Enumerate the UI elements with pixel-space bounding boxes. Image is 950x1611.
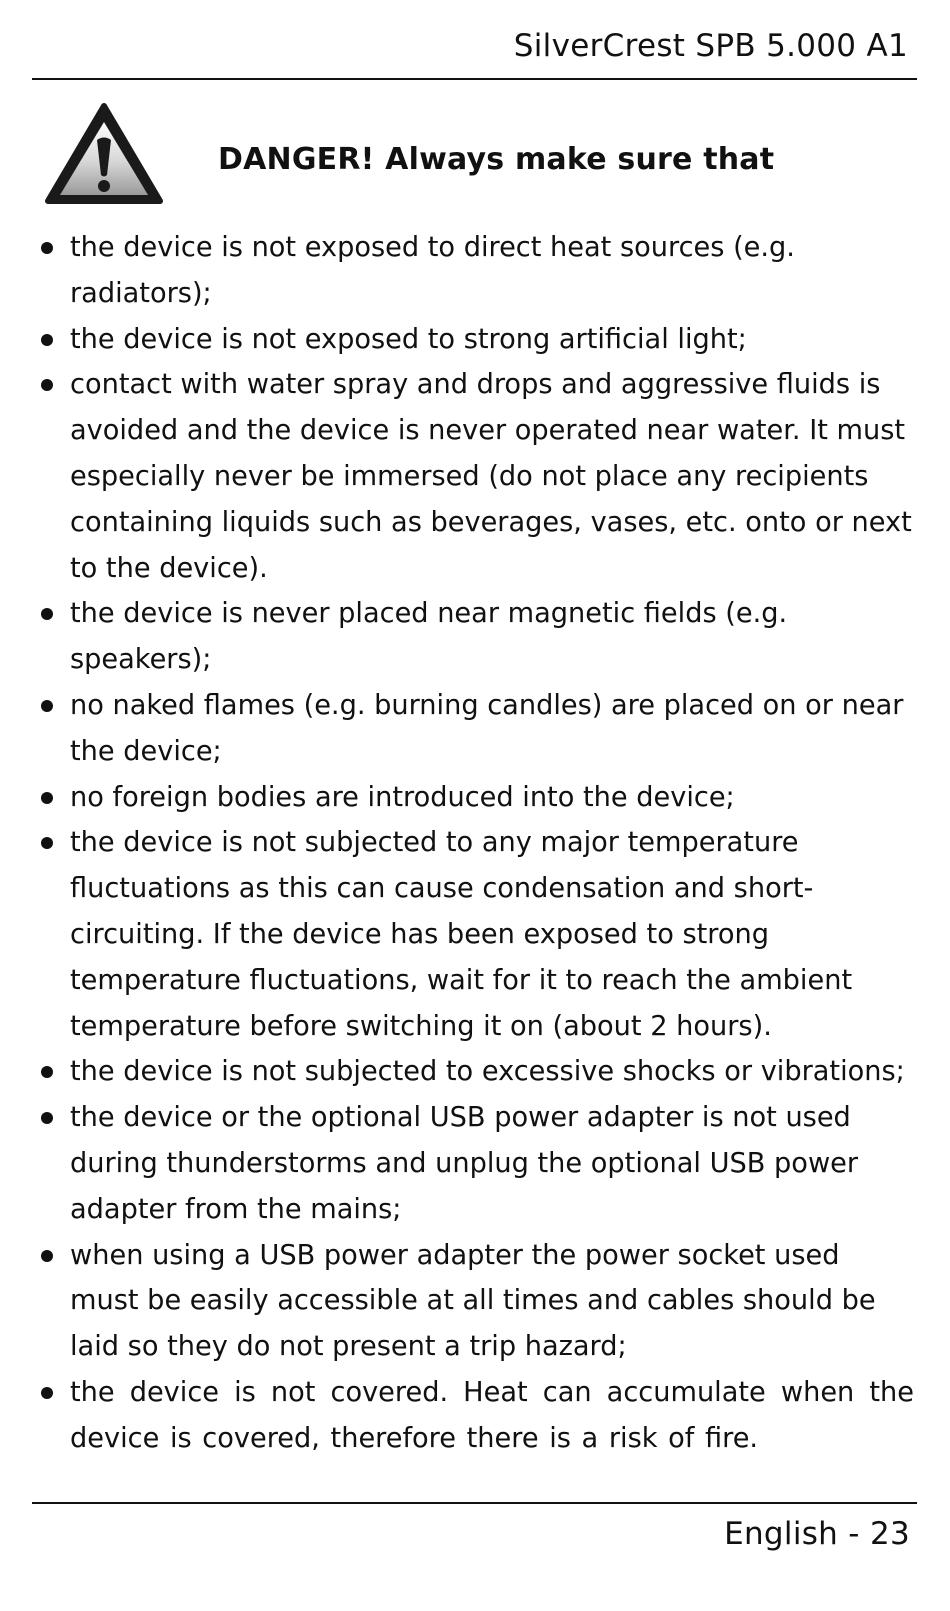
danger-heading: DANGER! Always make sure that bbox=[218, 142, 775, 177]
header-rule bbox=[32, 78, 917, 80]
list-item: the device is not subjected to excessive shocks or vibrations; bbox=[34, 1049, 914, 1095]
list-item: the device is never placed near magnetic fields (e.g. speakers); bbox=[34, 591, 914, 683]
list-item: when using a USB power adapter the power socket used must be easily accessible at all times and cables should be laid so they do not present a trip hazard; bbox=[34, 1233, 914, 1370]
page-header bbox=[514, 24, 908, 68]
page-footer bbox=[724, 1512, 910, 1556]
warning-triangle-icon bbox=[44, 102, 164, 206]
list-item: no foreign bodies are introduced into the device; bbox=[34, 775, 914, 821]
list-item: the device is not exposed to direct heat sources (e.g. radiators); bbox=[34, 225, 914, 317]
list-item: the device is not subjected to any major temperature fluctuations as this can cause condensation and short-circuiting. If the device has been exposed to strong temperature fluctuations, wait for it to reach the ambient temperature before switching it on (about 2 hours). bbox=[34, 820, 914, 1049]
page-number: 23 bbox=[869, 1516, 910, 1552]
list-item: the device or the optional USB power adapter is not used during thunderstorms and unplug the optional USB power adapter from the mains; bbox=[34, 1095, 914, 1232]
list-item: the device is not covered. Heat can accumulate when the device is covered, therefore there is a risk of fire. bbox=[34, 1370, 914, 1462]
safety-list bbox=[34, 225, 914, 1462]
product-name: SilverCrest SPB 5.000 A1 bbox=[513, 28, 908, 64]
list-item: the device is not exposed to strong artificial light; bbox=[34, 317, 914, 363]
footer-rule bbox=[32, 1502, 917, 1504]
list-item: no naked flames (e.g. burning candles) are placed on or near the device; bbox=[34, 683, 914, 775]
footer-language: English bbox=[724, 1516, 839, 1552]
list-item: contact with water spray and drops and aggressive fluids is avoided and the device is never operated near water. It must especially never be immersed (do not place any recipients containing liquids such as beverages, vases, etc. onto or next to the device). bbox=[34, 362, 914, 591]
footer-separator: - bbox=[848, 1516, 860, 1552]
